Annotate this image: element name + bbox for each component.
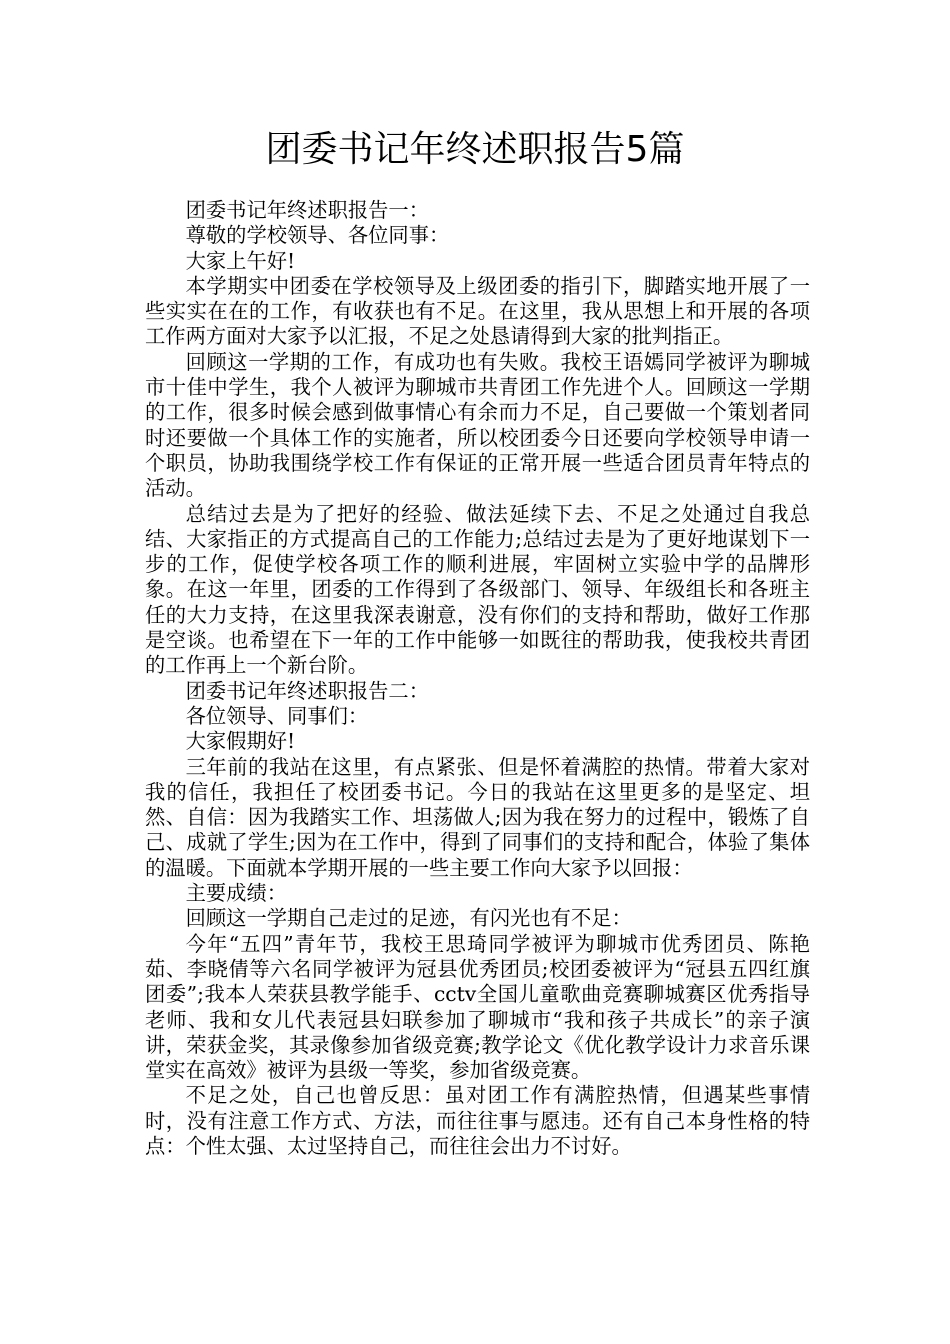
paragraph-greeting-1: 大家上午好! [185, 248, 296, 273]
paragraph-report-2-heading: 团委书记年终述职报告二： [185, 678, 429, 703]
paragraph-intro-2: 三年前的我站在这里，有点紧张、但是怀着满腔的热情。带着大家对我的信任，我担任了校团委书记。今日的我站在这里更多的是坚定、坦然、自信：因为我踏实工作、坦荡做人;因为我在努力的过程中，锻炼了自己、成就了学生;因为在工作中，得到了同事们的支持和配合，体验了集体的温暖。下面就本学期开展的一些主要工作向大家予以回报： [145, 754, 810, 880]
paragraph-achievements: 今年“五四”青年节，我校王思琦同学被评为聊城市优秀团员、陈艳茹、李晓倩等六名同学被评为冠县优秀团员;校团委被评为“冠县五四红旗团委”;我本人荣获县教学能手、cctv全国儿童歌曲竞赛聊城赛区优秀指导老师、我和女儿代表冠县妇联参加了聊城市“我和孩子共成长”的亲子演讲，荣获金奖，其录像参加省级竞赛;教学论文《优化教学设计力求音乐课堂实在高效》被评为县级一等奖，参加省级竞赛。 [145, 931, 810, 1083]
paragraph-shortcomings: 不足之处，自己也曾反思：虽对团工作有满腔热情，但遇某些事情时，没有注意工作方式、方法，而往往事与愿违。还有自己本身性格的特点：个性太强、太过坚持自己，而往往会出力不讨好。 [145, 1083, 810, 1158]
paragraph-salutation-1: 尊敬的学校领导、各位同事： [185, 223, 450, 248]
document-title: 团委书记年终述职报告5篇 [265, 129, 685, 170]
paragraph-review-1: 回顾这一学期的工作，有成功也有失败。我校王语嫣同学被评为聊城市十佳中学生，我个人被评为聊城市共青团工作先进个人。回顾这一学期的工作，很多时候会感到做事情心有余而力不足，自己要做一个策划者同时还要做一个具体工作的实施者，所以校团委今日还要向学校领导申请一个职员，协助我围绕学校工作有保证的正常开展一些适合团员青年特点的活动。 [145, 349, 810, 501]
paragraph-achievements-heading: 主要成绩： [185, 881, 288, 906]
paragraph-report-1-heading: 团委书记年终述职报告一： [185, 198, 429, 222]
paragraph-greeting-2: 大家假期好! [185, 729, 296, 754]
document-body [145, 198, 810, 1159]
paragraph-salutation-2: 各位领导、同事们： [185, 703, 369, 728]
paragraph-intro-1: 本学期实中团委在学校领导及上级团委的指引下，脚踏实地开展了一些实实在在的工作，有收获也有不足。在这里，我从思想上和开展的各项工作两方面对大家予以汇报，不足之处恳请得到大家的批判指正。 [145, 273, 810, 349]
paragraph-review-2: 回顾这一学期自己走过的足迹，有闪光也有不足： [185, 906, 632, 931]
paragraph-summary-1: 总结过去是为了把好的经验、做法延续下去、不足之处通过自我总结、大家指正的方式提高自己的工作能力;总结过去是为了更好地谋划下一步的工作，促使学校各项工作的顺利进展，牢固树立实验中学的品牌形象。在这一年里，团委的工作得到了各级部门、领导、年级组长和各班主任的大力支持，在这里我深表谢意，没有你们的支持和帮助，做好工作那是空谈。也希望在下一年的工作中能够一如既往的帮助我，使我校共青团的工作再上一个新台阶。 [145, 501, 810, 678]
